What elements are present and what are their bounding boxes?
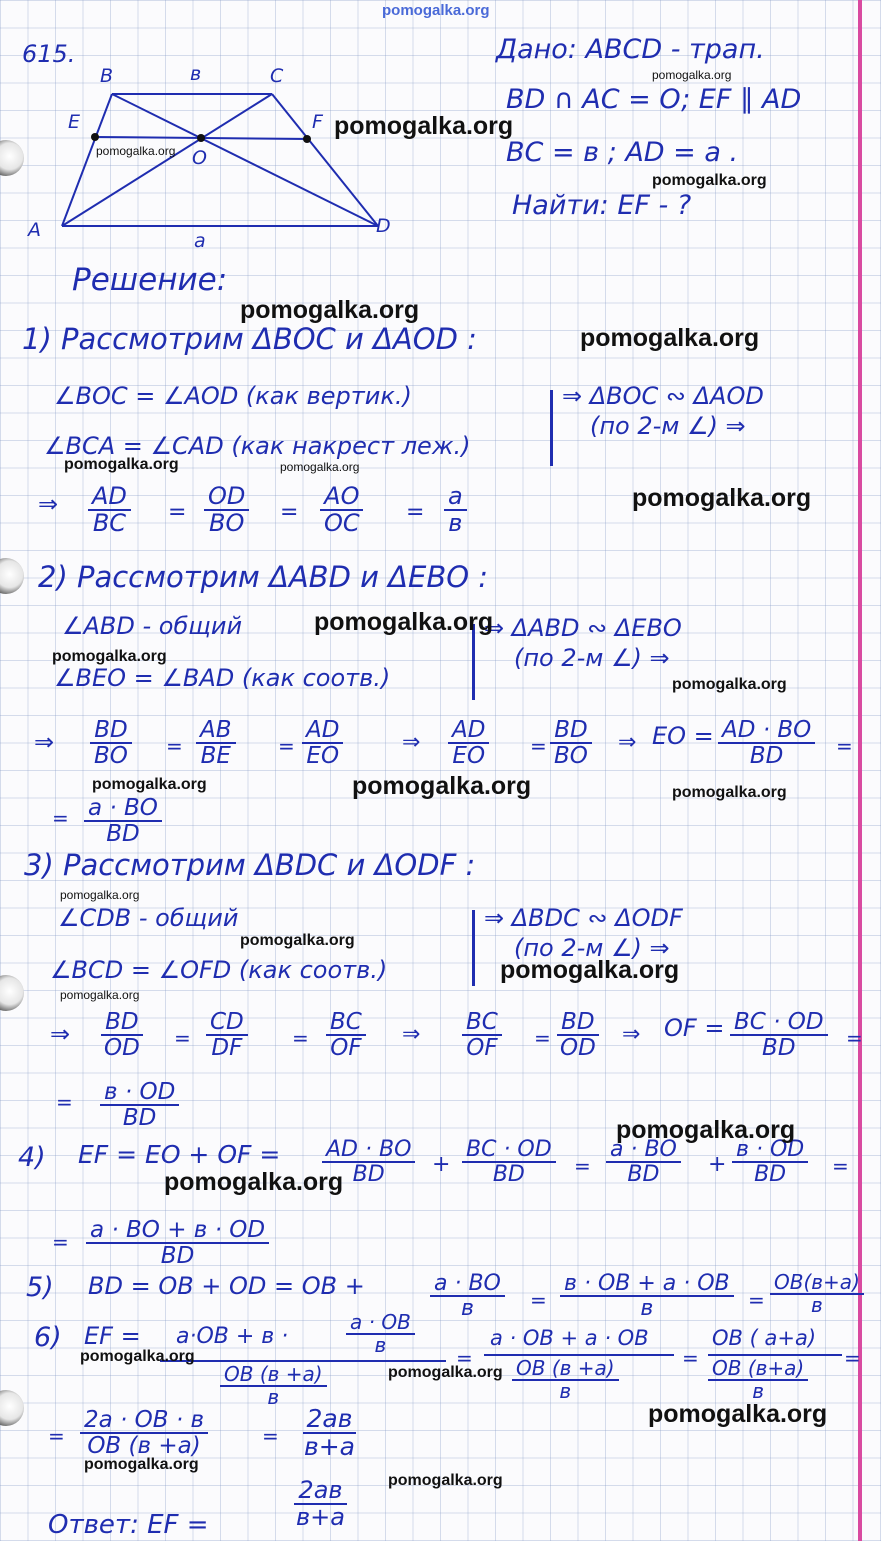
step2-implies: ⇒ (34, 728, 55, 756)
given-line-3: BC = в ; AD = a . (506, 137, 739, 168)
watermark: pomogalka.org (164, 1168, 344, 1196)
watermark-top: pomogalka.org (382, 2, 490, 19)
step6-lhs: EF = (84, 1322, 141, 1350)
label-B: B (100, 65, 114, 87)
step1-reason-2: ∠BCA = ∠CAD (как накрест леж.) (44, 432, 471, 460)
watermark: pomogalka.org (652, 68, 732, 82)
step3-header: 3) Рассмотрим ΔBDC и ΔODF : (24, 848, 476, 882)
step2-implies: ⇒ (402, 730, 421, 755)
watermark: pomogalka.org (388, 1364, 503, 1381)
step6-eq: = (682, 1346, 699, 1370)
watermark: pomogalka.org (580, 324, 760, 352)
watermark: pomogalka.org (80, 1348, 195, 1365)
given-line-4: Найти: EF - ? (512, 190, 692, 221)
step6-fraction-3: OB ( a+a) OB (в+a) в (708, 1326, 842, 1406)
label-F: F (312, 111, 323, 133)
step3-fraction-1: $\frac{BD}{OD}$ (100, 1010, 144, 1060)
step2-conclusion-1: ⇒ ΔABD ∾ ΔEBO (484, 614, 682, 642)
watermark: pomogalka.org (280, 460, 360, 474)
step3-conclusion-1: ⇒ ΔBDC ∾ ΔODF (484, 904, 683, 932)
step2-fraction-2: $\frac{AB}{BE}$ (196, 718, 236, 768)
step6-eq: = (844, 1346, 861, 1370)
step3-eq: = (846, 1026, 863, 1050)
step2-reason-1: ∠ABD - общий (62, 612, 243, 640)
punch-hole (0, 1390, 24, 1426)
step6-eq: = (48, 1424, 65, 1448)
step1-conclusion-2: (по 2-м ∠) ⇒ (590, 412, 746, 440)
given-line-2: BD ∩ AC = O; EF ∥ AD (506, 84, 802, 115)
step6-inner-fraction: a · OB в (346, 1312, 415, 1356)
step2-eq: = (278, 734, 295, 758)
step4-eq: = (832, 1154, 849, 1178)
watermark: pomogalka.org (500, 956, 680, 984)
watermark: pomogalka.org (52, 648, 167, 665)
step1-eq: = (280, 500, 299, 525)
step1-eq: = (406, 500, 425, 525)
watermark: pomogalka.org (240, 296, 420, 324)
step6-eq: = (262, 1424, 279, 1448)
step2-fraction-3: $\frac{AD}{EO}$ (302, 718, 343, 768)
step2-eo-label: EO = (652, 722, 714, 750)
step5-fraction-3: OB(в+a) в (770, 1272, 864, 1316)
step1-fraction-3: $\frac{AO}{OC}$ (320, 484, 364, 536)
watermark: pomogalka.org (240, 932, 355, 949)
step3-conclusion-2: (по 2-м ∠) ⇒ (514, 934, 670, 962)
label-C: C (270, 65, 284, 87)
watermark: pomogalka.org (652, 172, 767, 189)
step3-eq: = (292, 1026, 309, 1050)
step6-fraction-2: a · OB + a · OB OB (в +a) в (484, 1326, 674, 1406)
step1-implies: ⇒ (38, 490, 59, 518)
label-b: в (190, 63, 202, 85)
step6-complex-den: OB (в +a) в (220, 1364, 327, 1408)
punch-hole (0, 975, 24, 1011)
step6-label: 6) (34, 1322, 62, 1353)
step2-eq: = (52, 806, 69, 830)
step3-fraction-7: в · OD BD (100, 1080, 179, 1130)
step5-lhs: BD = OB + OD = OB + (88, 1272, 365, 1300)
step4-plus: + (432, 1152, 451, 1177)
step4-fraction-2: $\frac{BC \cdot OD}{BD}$ (462, 1138, 556, 1186)
step3-fraction-4: $\frac{BC}{OF}$ (462, 1010, 502, 1060)
step1-brace (550, 390, 553, 466)
answer-label: Ответ: EF = (48, 1510, 209, 1540)
step3-eq: = (174, 1026, 191, 1050)
step2-header: 2) Рассмотрим ΔABD и ΔEBO : (38, 560, 489, 594)
watermark: pomogalka.org (672, 784, 787, 801)
step4-fraction-3: $\frac{a \cdot BO}{BD}$ (606, 1138, 681, 1186)
step5-eq: = (530, 1288, 547, 1312)
step3-reason-2: ∠BCD = ∠OFD (как соотв.) (50, 956, 388, 984)
watermark: pomogalka.org (672, 676, 787, 693)
label-a: a (194, 230, 206, 252)
step4-lhs: EF = EO + OF = (78, 1140, 281, 1169)
step3-implies: ⇒ (622, 1022, 641, 1047)
watermark: pomogalka.org (632, 484, 812, 512)
step2-fraction-6: $\frac{AD \cdot BO}{BD}$ (718, 718, 815, 768)
step6-complex-num: a·OB + в · (176, 1324, 289, 1349)
step5-label: 5) (26, 1272, 54, 1303)
step6-fraction-5: 2aв в+a (304, 1404, 356, 1462)
step1-fraction-2: $\frac{OD}{BO}$ (204, 484, 249, 536)
step2-eq: = (166, 734, 183, 758)
step2-fraction-7: $\frac{a \cdot BO}{BD}$ (84, 796, 162, 846)
trapezoid-figure (20, 60, 420, 260)
watermark: pomogalka.org (388, 1472, 503, 1489)
step2-reason-2: ∠BEO = ∠BAD (как соотв.) (54, 664, 391, 692)
step5-fraction-2: в · OB + a · OB в (560, 1272, 734, 1320)
problem-number: 615. (22, 40, 76, 68)
step1-header: 1) Рассмотрим ΔBOC и ΔAOD : (22, 322, 477, 356)
watermark: pomogalka.org (334, 112, 514, 140)
step3-fraction-5: $\frac{BD}{OD}$ (556, 1010, 600, 1060)
label-A: A (28, 219, 41, 241)
label-O: O (192, 147, 207, 169)
solution-title: Решение: (72, 262, 228, 298)
label-E: E (68, 111, 81, 133)
watermark: pomogalka.org (96, 144, 176, 158)
step4-eq: = (574, 1154, 591, 1178)
step3-implies: ⇒ (50, 1020, 71, 1048)
step1-reason-1: ∠BOC = ∠AOD (как вертик.) (54, 382, 412, 410)
step6-eq: = (456, 1346, 473, 1370)
given-line-1: Дано: ABCD - трап. (496, 34, 765, 65)
step4-label: 4) (18, 1142, 46, 1173)
step2-fraction-1: $\frac{BD}{BO}$ (90, 718, 132, 768)
step1-eq: = (168, 500, 187, 525)
step3-implies: ⇒ (402, 1022, 421, 1047)
step4-eq: = (52, 1230, 69, 1254)
step1-fraction-4: a в (444, 484, 467, 536)
step5-fraction-1: a · BO в (430, 1272, 505, 1320)
step3-fraction-6: $\frac{BC \cdot OD}{BD}$ (730, 1010, 828, 1060)
step3-reason-1: ∠CDB - общий (58, 904, 239, 932)
step2-eq: = (530, 734, 547, 758)
watermark: pomogalka.org (352, 772, 532, 800)
step4-plus: + (708, 1152, 727, 1177)
step3-brace (472, 910, 475, 986)
step2-eq: = (836, 734, 853, 758)
step2-conclusion-2: (по 2-м ∠) ⇒ (514, 644, 670, 672)
step3-eq: = (56, 1090, 73, 1114)
step3-fraction-3: $\frac{BC}{OF}$ (326, 1010, 366, 1060)
step4-fraction-4: в · OD BD (732, 1138, 808, 1186)
watermark: pomogalka.org (84, 1456, 199, 1473)
step6-fraction-4: 2a · OB · в OB (в +a) (80, 1408, 208, 1458)
step2-fraction-4: $\frac{AD}{EO}$ (448, 718, 489, 768)
watermark: pomogalka.org (92, 776, 207, 793)
step3-eq: = (534, 1026, 551, 1050)
watermark: pomogalka.org (648, 1400, 828, 1428)
label-D: D (376, 215, 391, 237)
watermark: pomogalka.org (60, 888, 140, 902)
watermark: pomogalka.org (60, 988, 140, 1002)
step4-fraction-1: $\frac{AD \cdot BO}{BD}$ (322, 1138, 415, 1186)
step4-fraction-5: a · BO + в · OD BD (86, 1218, 269, 1268)
punch-hole (0, 558, 24, 594)
watermark: pomogalka.org (64, 456, 179, 473)
step2-fraction-5: $\frac{BD}{BO}$ (550, 718, 592, 768)
step1-conclusion-1: ⇒ ΔBOC ∾ ΔAOD (562, 382, 764, 410)
step1-fraction-1: $\frac{AD}{BC}$ (88, 484, 131, 536)
step3-fraction-2: $\frac{CD}{DF}$ (206, 1010, 248, 1060)
step6-complex-fraction (160, 1310, 446, 1409)
watermark: pomogalka.org (314, 608, 494, 636)
watermark: pomogalka.org (616, 1116, 796, 1144)
step3-of-label: OF = (664, 1014, 725, 1042)
answer-fraction: 2aв в+a (296, 1476, 345, 1532)
step5-eq: = (748, 1288, 765, 1312)
step2-implies: ⇒ (618, 730, 637, 755)
